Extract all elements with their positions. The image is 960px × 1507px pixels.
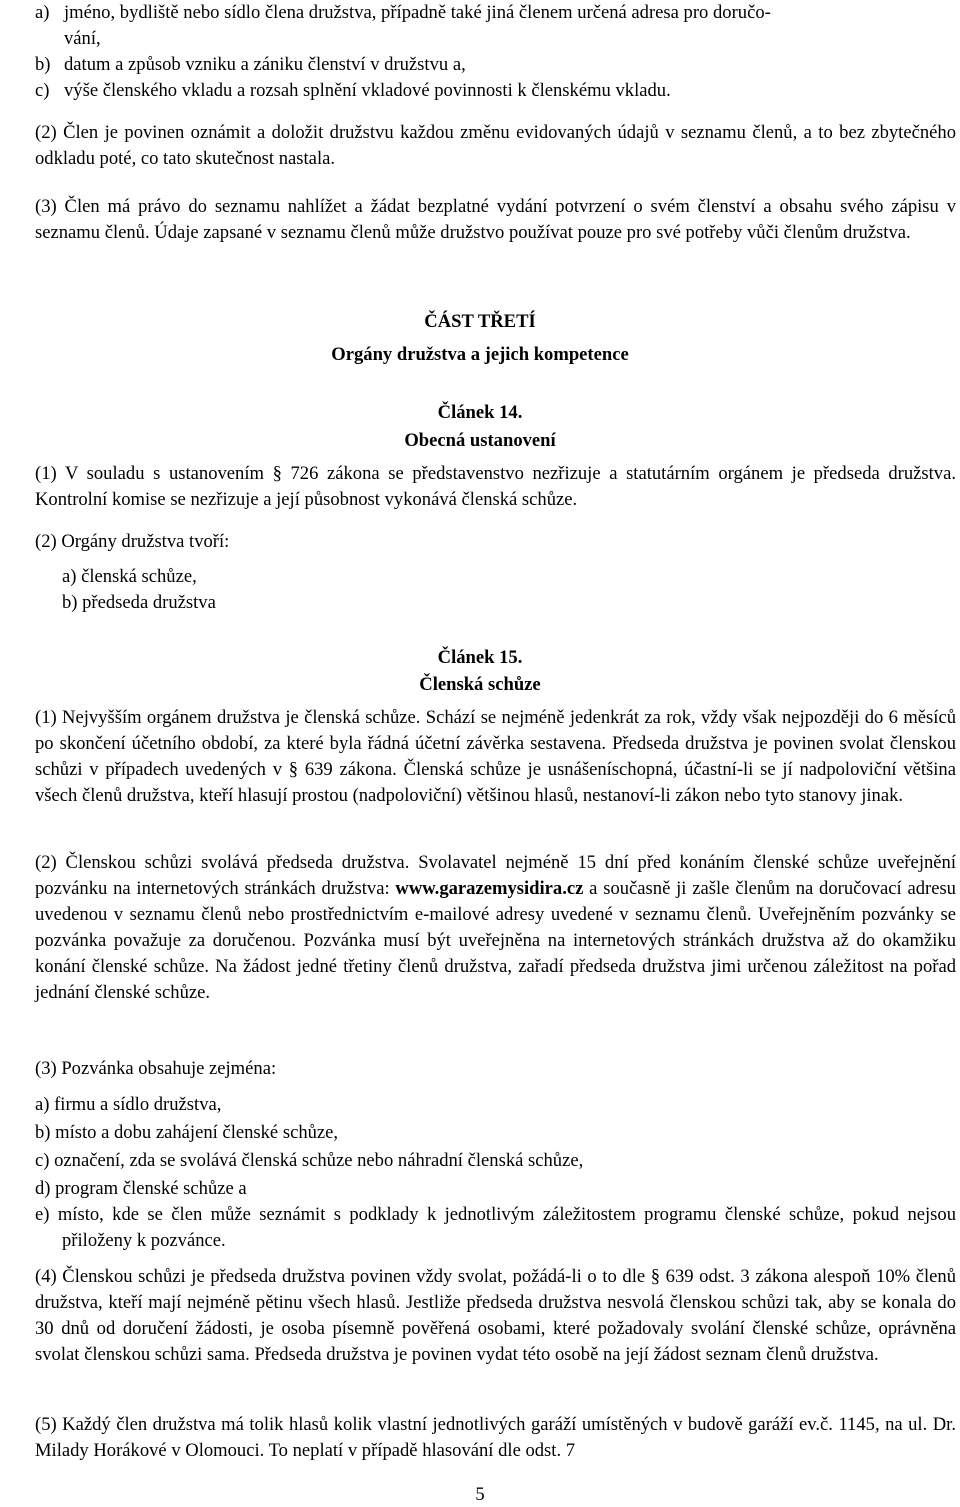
- article-heading: Obecná ustanovení: [404, 430, 556, 451]
- paragraph: (2) Člen je povinen oznámit a doložit družstvu každou změnu evidovaných údajů v seznamu členů, a to bez zbytečného odkladu poté, co tato skutečnost nastala.: [35, 122, 956, 169]
- article-number: Článek 14.: [437, 402, 523, 423]
- page-number: 5: [475, 1484, 485, 1505]
- list-text: datum a způsob vzniku a zániku členství v družstvu a,: [64, 54, 466, 75]
- list-text: vání,: [64, 28, 101, 49]
- list-item: [35, 78, 671, 104]
- list-item: a) členská schůze,: [62, 566, 197, 587]
- list-label: c): [35, 80, 50, 101]
- list-item: d) program členské schůze a: [35, 1178, 247, 1199]
- list-item: a) firmu a sídlo družstva,: [35, 1094, 222, 1115]
- paragraph: (5) Každý člen družstva má tolik hlasů kolik vlastní jednotlivých garáží umístěných v budově garáží ev.č. 1145, na ul. Dr. Milady Horákové v Olomouci. To neplatí v případě hlasování dle odst. 7: [35, 1414, 956, 1461]
- paragraph-text: (2) Členskou schůzi svolává předseda družstva. Svolavatel nejméně 15 dní před konáním členské schůze uveřejnění pozvánku na internetových stránkách družstva:: [35, 852, 956, 899]
- paragraph: (4) Členskou schůzi je předseda družstva povinen vždy svolat, požádá-li o to dle § 639 odst. 3 zákona alespoň 10% členů družstva, kteří mají nejméně pětinu všech hlasů. Jestliže předseda družstva nesvolá členskou schůzi tak, aby se konala do 30 dnů od doručení žádosti, je osoba písemně pověřená osobami, které požadovaly svolání členské schůze, oprávněna svolat členskou schůzi sama. Předseda družstva je povinen vydat této osobě na její žádost seznam členů družstva.: [35, 1266, 956, 1365]
- paragraph: (3) Pozvánka obsahuje zejména:: [35, 1058, 277, 1079]
- paragraph-text: a současně ji zašle členům na doručovací adresu uvedenou v seznamu členů nebo prostřednictvím e-mailové adresy uvedené v seznamu členů. Uveřejněním pozvánky se pozvánka považuje za doručenou. Pozvánka musí být uveřejněna na internetových stránkách družstva až do okamžiku konání členské schůze. Na žádost jedné třetiny členů družstva, zařadí předseda družstva jimi určenou záležitost na pořad jednání členské schůze.: [35, 878, 956, 1003]
- list-label: b): [35, 54, 51, 75]
- part-title: ČÁST TŘETÍ: [424, 311, 536, 332]
- list-item-continuation: [64, 26, 101, 52]
- list-item: c) označení, zda se svolává členská schůze nebo náhradní členská schůze,: [35, 1150, 584, 1171]
- website-link[interactable]: www.garazemysidira.cz: [395, 878, 584, 899]
- paragraph: (1) Nejvyšším orgánem družstva je členská schůze. Schází se nejméně jedenkrát za rok, vždy však nejpozději do 6 měsíců po skončení účetního období, za které byla řádná účetní závěrka sestavena. Předseda družstva je povinen svolat členskou schůzi v případech uvedených v § 639 zákona. Členská schůze je usnášeníschopná, účastní-li se jí nadpoloviční většina všech členů družstva, kteří hlasují prostou (nadpoloviční) většinou hlasů, nestanoví-li zákon nebo tyto stanovy jinak.: [35, 707, 956, 806]
- list-item: e) místo, kde se člen může seznámit s podklady k jednotlivým záležitostem programu členské schůze, pokud nejsou přiloženy k pozvánce.: [35, 1204, 956, 1251]
- list-item: b) předseda družstva: [62, 592, 216, 613]
- list-item: [35, 52, 466, 78]
- paragraph: (2) Orgány družstva tvoří:: [35, 531, 230, 552]
- list-text: výše členského vkladu a rozsah splnění vkladové povinnosti k členskému vkladu.: [64, 80, 671, 101]
- list-text: jméno, bydliště nebo sídlo člena družstva, případně také jiná členem určená adresa pro doručo-: [64, 2, 771, 23]
- article-number: Článek 15.: [437, 647, 523, 668]
- paragraph: [35, 850, 956, 1006]
- paragraph: (1) V souladu s ustanovením § 726 zákona se představenstvo nezřizuje a statutárním orgánem je předseda družstva. Kontrolní komise se nezřizuje a její působnost vykonává členská schůze.: [35, 463, 956, 510]
- paragraph: (3) Člen má právo do seznamu nahlížet a žádat bezplatné vydání potvrzení o svém členství a obsahu svého zápisu v seznamu členů. Údaje zapsané v seznamu členů může družstvo používat pouze pro své potřeby vůči členům družstva.: [35, 196, 956, 243]
- article-heading: Členská schůze: [419, 674, 541, 695]
- list-item: [35, 0, 771, 26]
- list-label: a): [35, 2, 50, 23]
- list-item: b) místo a dobu zahájení členské schůze,: [35, 1122, 339, 1143]
- part-subtitle: Orgány družstva a jejich kompetence: [331, 344, 629, 365]
